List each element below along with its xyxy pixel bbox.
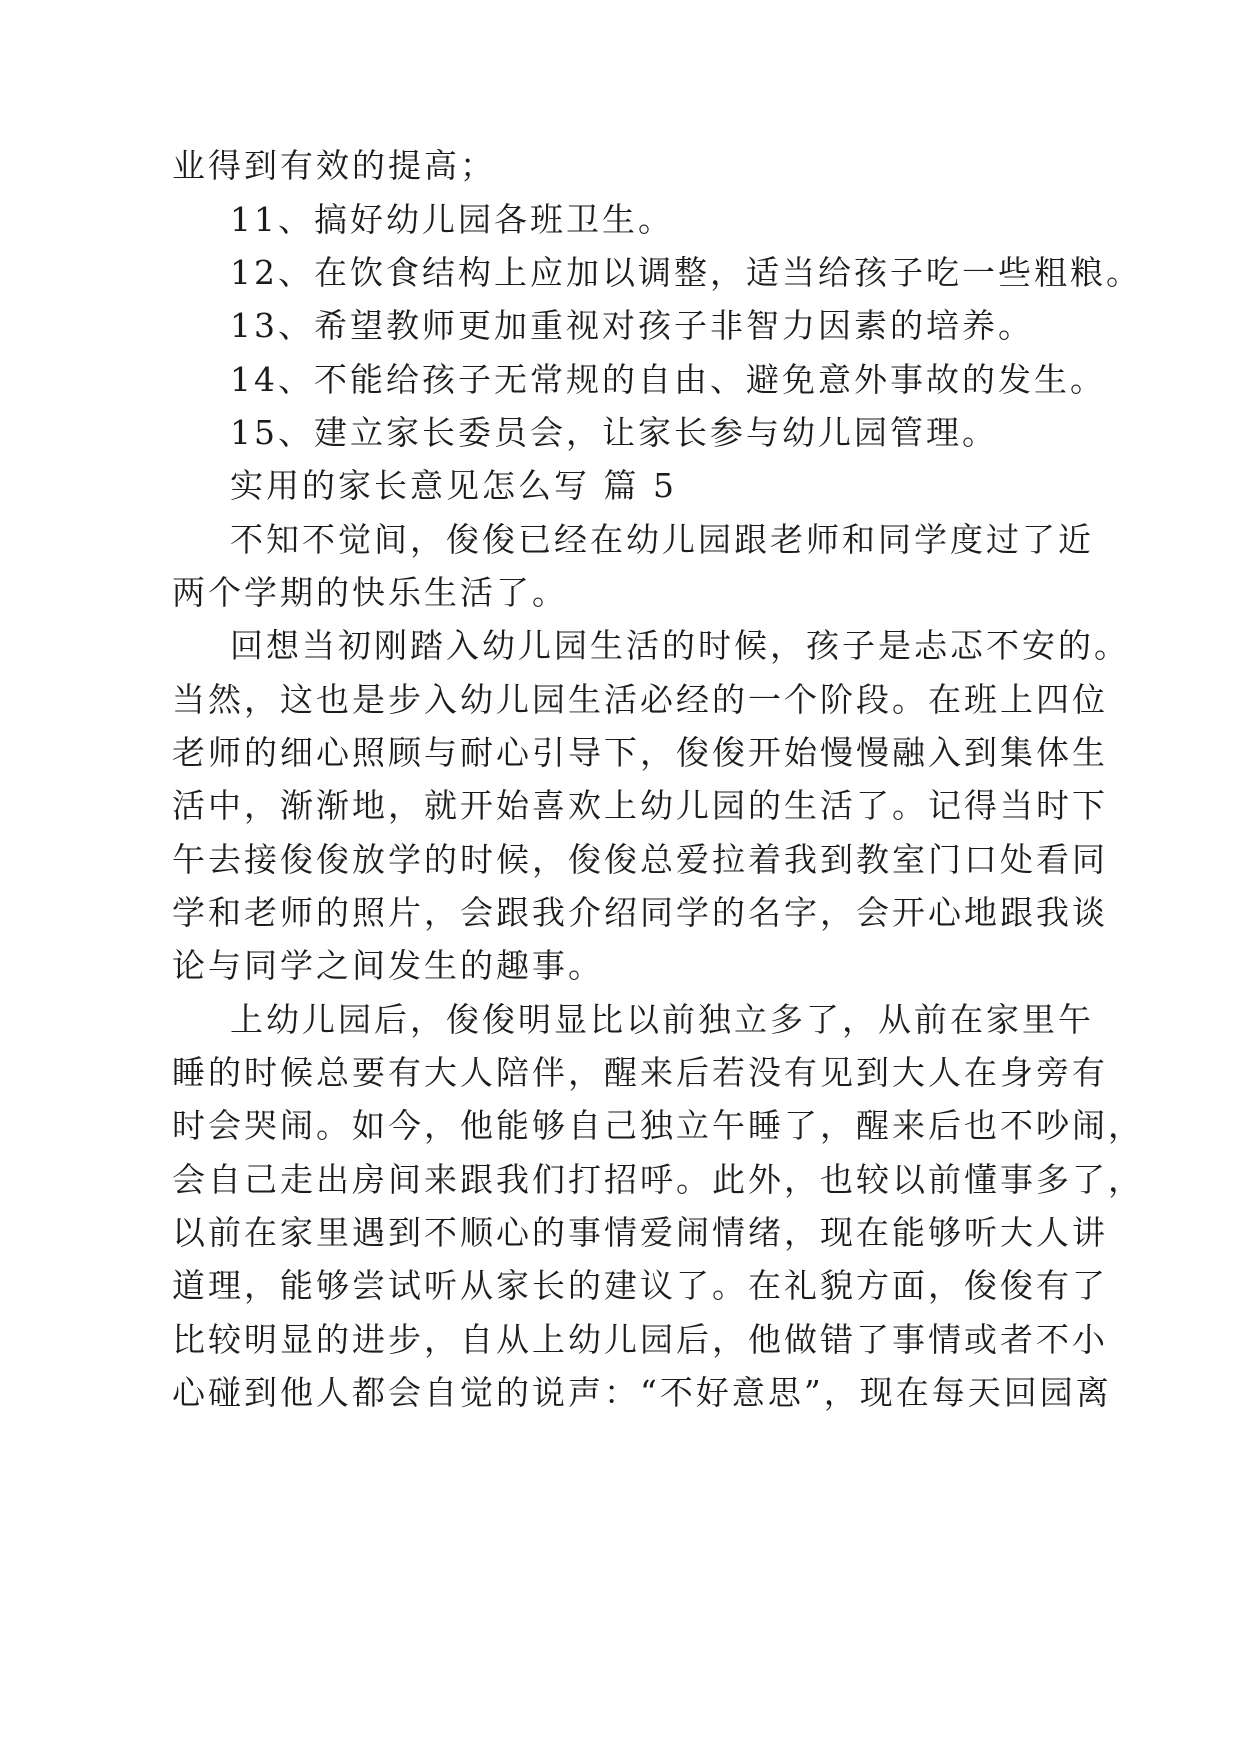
text-line: 以前在家里遇到不顺心的事情爱闹情绪，现在能够听大人讲 [172, 1213, 1108, 1252]
text-line: 回想当初刚踏入幼儿园生活的时候，孩子是忐忑不安的。 [230, 626, 1130, 665]
text-line: 比较明显的进步，自从上幼儿园后，他做错了事情或者不小 [172, 1320, 1108, 1359]
text-line: 时会哭闹。如今，他能够自己独立午睡了，醒来后也不吵闹， [172, 1106, 1144, 1145]
text-line: 当然，这也是步入幼儿园生活必经的一个阶段。在班上四位 [172, 680, 1108, 719]
list-item: 13、希望教师更加重视对孩子非智力因素的培养。 [230, 306, 1034, 345]
list-item: 12、在饮食结构上应加以调整，适当给孩子吃一些粗粮。 [230, 253, 1142, 292]
text-line: 上幼儿园后，俊俊明显比以前独立多了，从前在家里午 [230, 1000, 1094, 1039]
section-heading: 实用的家长意见怎么写 篇 5 [230, 466, 677, 505]
text-line: 业得到有效的提高； [172, 146, 496, 185]
list-item: 11、搞好幼儿园各班卫生。 [230, 200, 674, 239]
text-line: 会自己走出房间来跟我们打招呼。此外，也较以前懂事多了， [172, 1160, 1144, 1199]
list-item: 15、建立家长委员会，让家长参与幼儿园管理。 [230, 413, 998, 452]
text-line: 学和老师的照片，会跟我介绍同学的名字，会开心地跟我谈 [172, 893, 1108, 932]
text-line: 论与同学之间发生的趣事。 [172, 946, 604, 985]
text-line: 午去接俊俊放学的时候，俊俊总爱拉着我到教室门口处看同 [172, 840, 1108, 879]
text-line: 两个学期的快乐生活了。 [172, 573, 568, 612]
text-line: 道理，能够尝试听从家长的建议了。在礼貌方面，俊俊有了 [172, 1266, 1108, 1305]
list-item: 14、不能给孩子无常规的自由、避免意外事故的发生。 [230, 360, 1106, 399]
text-line: 睡的时候总要有大人陪伴，醒来后若没有见到大人在身旁有 [172, 1053, 1108, 1092]
text-line: 活中，渐渐地，就开始喜欢上幼儿园的生活了。记得当时下 [172, 786, 1108, 825]
text-line: 不知不觉间，俊俊已经在幼儿园跟老师和同学度过了近 [230, 520, 1094, 559]
text-line: 老师的细心照顾与耐心引导下，俊俊开始慢慢融入到集体生 [172, 733, 1108, 772]
text-line: 心碰到他人都会自觉的说声：“不好意思”，现在每天回园离 [172, 1373, 1112, 1412]
